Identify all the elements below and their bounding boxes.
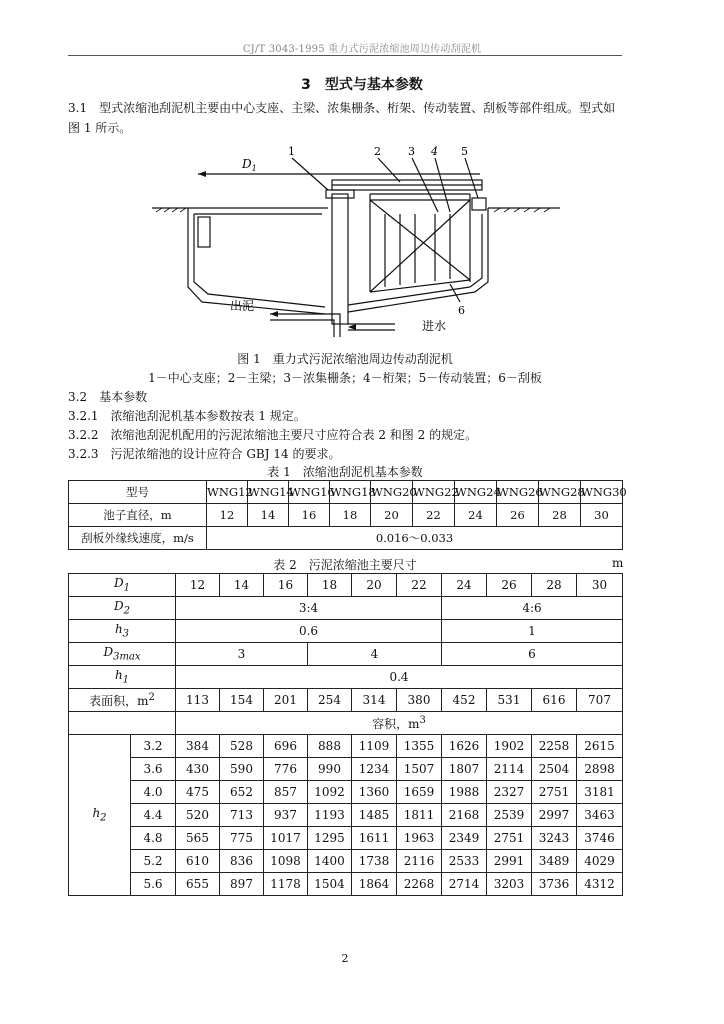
table-cell: 3736: [532, 873, 577, 896]
table-cell: 3.2: [131, 735, 176, 758]
table-cell: 1902: [487, 735, 532, 758]
table-cell: 16: [264, 574, 308, 597]
table-1-row-diameter: [69, 504, 623, 527]
table-cell: 2533: [442, 850, 487, 873]
table-row: [69, 781, 623, 804]
figure-1-diagram: [150, 142, 570, 342]
table-cell: 4029: [577, 850, 623, 873]
table-cell: 475: [176, 781, 220, 804]
section-title: 3 型式与基本参数: [301, 77, 423, 93]
table-cell: 1360: [352, 781, 397, 804]
table-cell: 713: [220, 804, 264, 827]
table-2-label-h3: $h_3$: [69, 620, 176, 643]
table-cell: 2327: [487, 781, 532, 804]
page-number: 2: [341, 952, 349, 965]
table-cell: 775: [220, 827, 264, 850]
table-2-label-volume: 容积，$m^3$: [176, 712, 623, 735]
table-cell: 4:6: [442, 597, 623, 620]
table-cell: 888: [308, 735, 352, 758]
table-2-row-volume-header: [69, 712, 623, 735]
table-cell: 1504: [308, 873, 352, 896]
fig-label-6: 6: [458, 304, 465, 317]
table-cell: 1092: [308, 781, 352, 804]
table-cell: 14: [220, 574, 264, 597]
table-cell: 1988: [442, 781, 487, 804]
table-cell: 1659: [397, 781, 442, 804]
table-cell: 20: [352, 574, 397, 597]
table-2-row-h3: [69, 620, 623, 643]
table-cell: 2991: [487, 850, 532, 873]
table-2-label-d1: $D_1$: [69, 574, 176, 597]
table-cell: 652: [220, 781, 264, 804]
table-row: [69, 850, 623, 873]
table-cell: [69, 712, 176, 735]
table-cell: 1400: [308, 850, 352, 873]
figure-legend: 1－中心支座；2－主梁；3－浓集栅条；4－桁架；5－传动装置；6－刮板: [148, 371, 542, 385]
table-cell: WNG16: [289, 481, 330, 504]
table-cell: 0.4: [176, 666, 623, 689]
table-1: [68, 480, 627, 550]
table-cell: 1626: [442, 735, 487, 758]
table-cell: 3489: [532, 850, 577, 873]
table-cell: 20: [371, 504, 413, 527]
table-cell: 2258: [532, 735, 577, 758]
fig-label-inlet: 进水: [422, 319, 447, 333]
fig-label-1: 1: [288, 145, 295, 158]
table-row: [69, 758, 623, 781]
table-cell: 4.8: [131, 827, 176, 850]
table-cell: 1485: [352, 804, 397, 827]
table-cell: 28: [532, 574, 577, 597]
table-cell: 5.6: [131, 873, 176, 896]
table-2-title: 表 2 污泥浓缩池主要尺寸: [273, 558, 417, 572]
table-cell: 4.0: [131, 781, 176, 804]
table-1-title: 表 1 浓缩池刮泥机基本参数: [267, 465, 423, 479]
table-cell: 610: [176, 850, 220, 873]
table-cell: 1: [442, 620, 623, 643]
table-cell: 24: [455, 504, 497, 527]
table-cell: 26: [487, 574, 532, 597]
table-cell: 565: [176, 827, 220, 850]
fig-label-2: 2: [374, 145, 381, 158]
table-cell: 22: [413, 504, 455, 527]
table-cell: 1098: [264, 850, 308, 873]
paragraph-3-2-2: 3.2.2 浓缩池刮泥机配用的污泥浓缩池主要尺寸应符合表 2 和图 2 的规定。: [68, 428, 478, 442]
table-cell: 5.2: [131, 850, 176, 873]
table-cell: 0.016～0.033: [207, 527, 623, 550]
table-2-label-h1: $h_1$: [69, 666, 176, 689]
table-cell: 3: [176, 643, 308, 666]
table-2-row-area: [69, 689, 623, 712]
table-cell: 655: [176, 873, 220, 896]
table-row: [69, 804, 623, 827]
table-2-row-h1: [69, 666, 623, 689]
inlet-arrow-icon: [348, 324, 356, 330]
table-cell: 刮板外缘线速度，m/s: [69, 527, 207, 550]
table-cell: 1507: [397, 758, 442, 781]
table-cell: 池子直径，m: [69, 504, 207, 527]
table-cell: 2714: [442, 873, 487, 896]
table-2-label-area: 表面积，$m^2$: [69, 689, 176, 712]
table-cell: 30: [577, 574, 623, 597]
table-cell: 616: [532, 689, 577, 712]
table-cell: 696: [264, 735, 308, 758]
table-cell: 2539: [487, 804, 532, 827]
table-cell: WNG20: [371, 481, 413, 504]
table-cell: WNG28: [539, 481, 581, 504]
table-cell: 113: [176, 689, 220, 712]
table-cell: 380: [397, 689, 442, 712]
table-cell: 18: [330, 504, 371, 527]
table-cell: 1807: [442, 758, 487, 781]
table-cell: 707: [577, 689, 623, 712]
table-cell: 776: [264, 758, 308, 781]
table-cell: 1738: [352, 850, 397, 873]
table-cell: 型号: [69, 481, 207, 504]
table-cell: WNG18: [330, 481, 371, 504]
table-cell: 254: [308, 689, 352, 712]
table-cell: WNG24: [455, 481, 497, 504]
table-cell: 3203: [487, 873, 532, 896]
table-cell: 452: [442, 689, 487, 712]
table-2-row-d1: [69, 574, 623, 597]
table-cell: 3181: [577, 781, 623, 804]
table-cell: 2116: [397, 850, 442, 873]
table-cell: 1355: [397, 735, 442, 758]
fig-label-4: 4: [431, 145, 438, 158]
table-cell: 1193: [308, 804, 352, 827]
table-cell: 0.6: [176, 620, 442, 643]
table-cell: WNG22: [413, 481, 455, 504]
table-1-row-model: [69, 481, 623, 504]
table-2-unit: m: [612, 556, 624, 570]
section-3-2-title: 3.2 基本参数: [68, 390, 148, 404]
fig-label-5: 5: [461, 145, 468, 158]
table-cell: 937: [264, 804, 308, 827]
outlet-arrow-icon: [270, 311, 278, 317]
table-cell: 520: [176, 804, 220, 827]
table-cell: 3463: [577, 804, 623, 827]
table-cell: 12: [207, 504, 248, 527]
table-cell: 1017: [264, 827, 308, 850]
table-cell: 22: [397, 574, 442, 597]
table-cell: 1811: [397, 804, 442, 827]
table-cell: 1963: [397, 827, 442, 850]
table-cell: WNG30: [581, 481, 623, 504]
table-cell: 836: [220, 850, 264, 873]
table-cell: 3:4: [176, 597, 442, 620]
table-cell: 30: [581, 504, 623, 527]
table-cell: 201: [264, 689, 308, 712]
table-cell: 4.4: [131, 804, 176, 827]
table-cell: 14: [248, 504, 289, 527]
table-cell: 1611: [352, 827, 397, 850]
table-cell: WNG14: [248, 481, 289, 504]
table-cell: 1178: [264, 873, 308, 896]
table-cell: 28: [539, 504, 581, 527]
table-cell: 2504: [532, 758, 577, 781]
table-cell: 16: [289, 504, 330, 527]
table-cell: 2168: [442, 804, 487, 827]
figure-caption: 图 1 重力式污泥浓缩池周边传动刮泥机: [237, 352, 453, 366]
table-cell: 2615: [577, 735, 623, 758]
table-row: [69, 827, 623, 850]
table-2-label-d3max: $D_{3max}$: [69, 643, 176, 666]
table-cell: 3746: [577, 827, 623, 850]
table-cell: 6: [442, 643, 623, 666]
table-cell: 1864: [352, 873, 397, 896]
table-cell: 2268: [397, 873, 442, 896]
header-rule: [68, 55, 622, 56]
fig-label-outlet: 出泥: [230, 299, 255, 313]
table-2-label-d2: $D_2$: [69, 597, 176, 620]
fig-label-d1: $D_1$: [242, 157, 257, 173]
table-2-row-d3max: [69, 643, 623, 666]
table-cell: WNG12: [207, 481, 248, 504]
table-cell: 12: [176, 574, 220, 597]
table-cell: 314: [352, 689, 397, 712]
table-row: [69, 873, 623, 896]
table-row: [69, 735, 623, 758]
paragraph-3-2-1: 3.2.1 浓缩池刮泥机基本参数按表 1 规定。: [68, 409, 306, 423]
paragraph-3-1: 3.1 型式浓缩池刮泥机主要由中心支座、主梁、浓集栅条、桁架、传动装置、刮板等部件组成。型式如图 1 所示。: [68, 101, 616, 135]
table-2-label-h2: $h_2$: [69, 735, 131, 896]
table-cell: 18: [308, 574, 352, 597]
table-cell: 531: [487, 689, 532, 712]
table-cell: 1295: [308, 827, 352, 850]
table-cell: 2114: [487, 758, 532, 781]
running-header: CJ/T 3043-1995 重力式污泥浓缩池周边传动刮泥机: [242, 44, 482, 55]
table-cell: 2751: [532, 781, 577, 804]
table-cell: 3243: [532, 827, 577, 850]
table-cell: 4: [308, 643, 442, 666]
table-cell: 897: [220, 873, 264, 896]
table-cell: 528: [220, 735, 264, 758]
paragraph-3-2-3: 3.2.3 污泥浓缩池的设计应符合 GBJ 14 的要求。: [68, 447, 341, 461]
table-cell: WNG26: [497, 481, 539, 504]
table-2: [68, 573, 623, 896]
fig-label-3: 3: [408, 145, 415, 158]
table-cell: 3.6: [131, 758, 176, 781]
table-cell: 384: [176, 735, 220, 758]
table-cell: 2751: [487, 827, 532, 850]
table-cell: 2898: [577, 758, 623, 781]
table-cell: 430: [176, 758, 220, 781]
table-cell: 1109: [352, 735, 397, 758]
table-cell: 1234: [352, 758, 397, 781]
table-cell: 26: [497, 504, 539, 527]
table-cell: 990: [308, 758, 352, 781]
table-2-row-d2: [69, 597, 623, 620]
table-cell: 4312: [577, 873, 623, 896]
table-cell: 2997: [532, 804, 577, 827]
table-cell: 154: [220, 689, 264, 712]
table-cell: 24: [442, 574, 487, 597]
table-cell: 857: [264, 781, 308, 804]
table-cell: 590: [220, 758, 264, 781]
table-1-row-speed: [69, 527, 623, 550]
table-cell: 2349: [442, 827, 487, 850]
